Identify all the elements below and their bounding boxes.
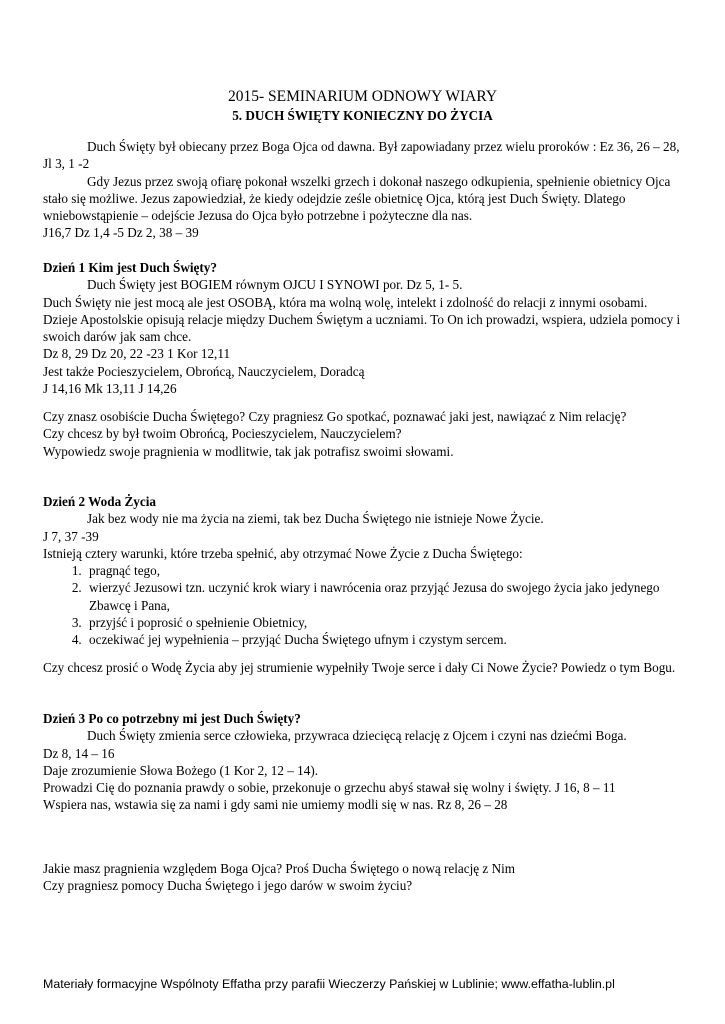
day2-line-2: J 7, 37 -39: [43, 528, 99, 544]
day1-question-3: Wypowiedz swoje pragnienia w modlitwie, tak jak potrafisz swoimi słowami.: [43, 443, 454, 459]
day3-line-4: Prowadzi Cię do poznania prawdy o sobie, przekonuje o grzechu abyś stawał się wolny i święty. J 16, 8 – 11: [43, 780, 616, 796]
day1-questions: [43, 408, 683, 460]
day1-line-4: Jest także Pocieszycielem, Obrońcą, Nauczycielem, Doradcą: [43, 363, 365, 379]
list-item: 2. wierzyć Jezusowi tzn. uczynić krok wiary i nawrócenia oraz przyjąć Jezusa do swojego życia jako jedynego Zbawcę i Pana,: [85, 579, 683, 614]
day1-question-2: Czy chcesz by był twoim Obrońcą, Pocieszycielem, Nauczycielem?: [43, 426, 402, 442]
day2-questions: [43, 659, 683, 676]
day3-heading: Dzień 3 Po co potrzebny mi jest Duch Święty?: [43, 711, 301, 726]
intro-section: [43, 138, 683, 242]
day3-section: [43, 710, 683, 814]
day2-heading: Dzień 2 Woda Życia: [43, 494, 156, 509]
day1-line-5: J 14,16 Mk 13,11 J 14,26: [43, 381, 177, 397]
day3-line-3: Daje zrozumienie Słowa Bożego (1 Kor 2, 12 – 14).: [43, 762, 319, 778]
day3-question-2: Czy pragniesz pomocy Ducha Świętego i jego darów w swoim życiu?: [43, 878, 413, 894]
day2-line-1: Jak bez wody nie ma życia na ziemi, tak bez Ducha Świętego nie istnieje Nowe Życie.: [87, 511, 544, 527]
list-item: 3. przyjść i poprosić o spełnienie Obietnicy,: [85, 614, 683, 631]
day3-line-1: Duch Święty zmienia serce człowieka, przywraca dziecięcą relację z Ojcem i czyni nas dziećmi Boga.: [87, 728, 627, 744]
day1-line-3: Dz 8, 29 Dz 20, 22 -23 1 Kor 12,11: [43, 346, 231, 362]
day1-heading: Dzień 1 Kim jest Duch Święty?: [43, 260, 217, 275]
intro-references: J16,7 Dz 1,4 -5 Dz 2, 38 – 39: [43, 225, 199, 241]
day2-section: [43, 493, 683, 649]
intro-paragraph-2: Gdy Jezus przez swoją ofiarę pokonał wszelki grzech i dokonał naszego odkupienia, spełnienie obietnicy Ojca stało się możliwe. Jezus zapowiedział, że kiedy odejdzie ześle obietnicę Ojca, którą jest Duch Święty. Dlatego wniebowstąpienie – odejście Jezusa do Ojca było potrzebne i pożyteczne dla nas.: [43, 173, 671, 224]
day1-section: [43, 259, 683, 397]
document-subtitle: 5. DUCH ŚWIĘTY KONIECZNY DO ŻYCIA: [232, 108, 493, 123]
list-item: 4. oczekiwać jej wypełnienia – przyjąć Ducha Świętego ufnym i czystym sercem.: [85, 631, 683, 648]
day3-questions: [43, 860, 683, 895]
day2-conditions-list: [43, 562, 683, 648]
intro-paragraph-1: Duch Święty był obiecany przez Boga Ojca od dawna. Był zapowiadany przez wielu proroków : Ez 36, 26 – 28, Jl 3, 1 -2: [43, 139, 680, 172]
day1-question-1: Czy znasz osobiście Ducha Świętego? Czy pragniesz Go spotkać, poznawać jaki jest, nawiązać z Nim relację?: [43, 409, 627, 424]
page-footer: Materiały formacyjne Wspólnoty Effatha przy parafii Wieczerzy Pańskiej w Lublinie; www.effatha-lublin.pl: [43, 977, 615, 991]
day2-question-1: Czy chcesz prosić o Wodę Życia aby jej strumienie wypełniły Twoje serce i dały Ci Nowe Życie? Powiedz o tym Bogu.: [43, 660, 676, 675]
list-item: 1. pragnąć tego,: [85, 562, 683, 579]
document-title: 2015- SEMINARIUM ODNOWY WIARY: [227, 88, 498, 105]
day3-line-2: Dz 8, 14 – 16: [43, 745, 115, 761]
day1-line-2: Duch Święty nie jest mocą ale jest OSOBĄ, która ma wolną wolę, intelekt i zdolność do relacji z innymi osobami. Dzieje Apostolskie opisują relacje między Duchem Świętym a uczniami. To On ich prowadzi, wspiera, udziela pomocy i swoich darów jak sam chce.: [43, 294, 681, 345]
day2-line-3: Istnieją cztery warunki, które trzeba spełnić, aby otrzymać Nowe Życie z Ducha Świętego:: [43, 545, 523, 561]
day3-line-5: Wspiera nas, wstawia się za nami i gdy sami nie umiemy modli się w nas. Rz 8, 26 – 28: [43, 797, 508, 813]
day3-question-1: Jakie masz pragnienia względem Boga Ojca? Proś Ducha Świętego o nową relację z Nim: [43, 861, 516, 876]
day1-line-1: Duch Święty jest BOGIEM równym OJCU I SYNOWI por. Dz 5, 1- 5.: [87, 277, 463, 293]
